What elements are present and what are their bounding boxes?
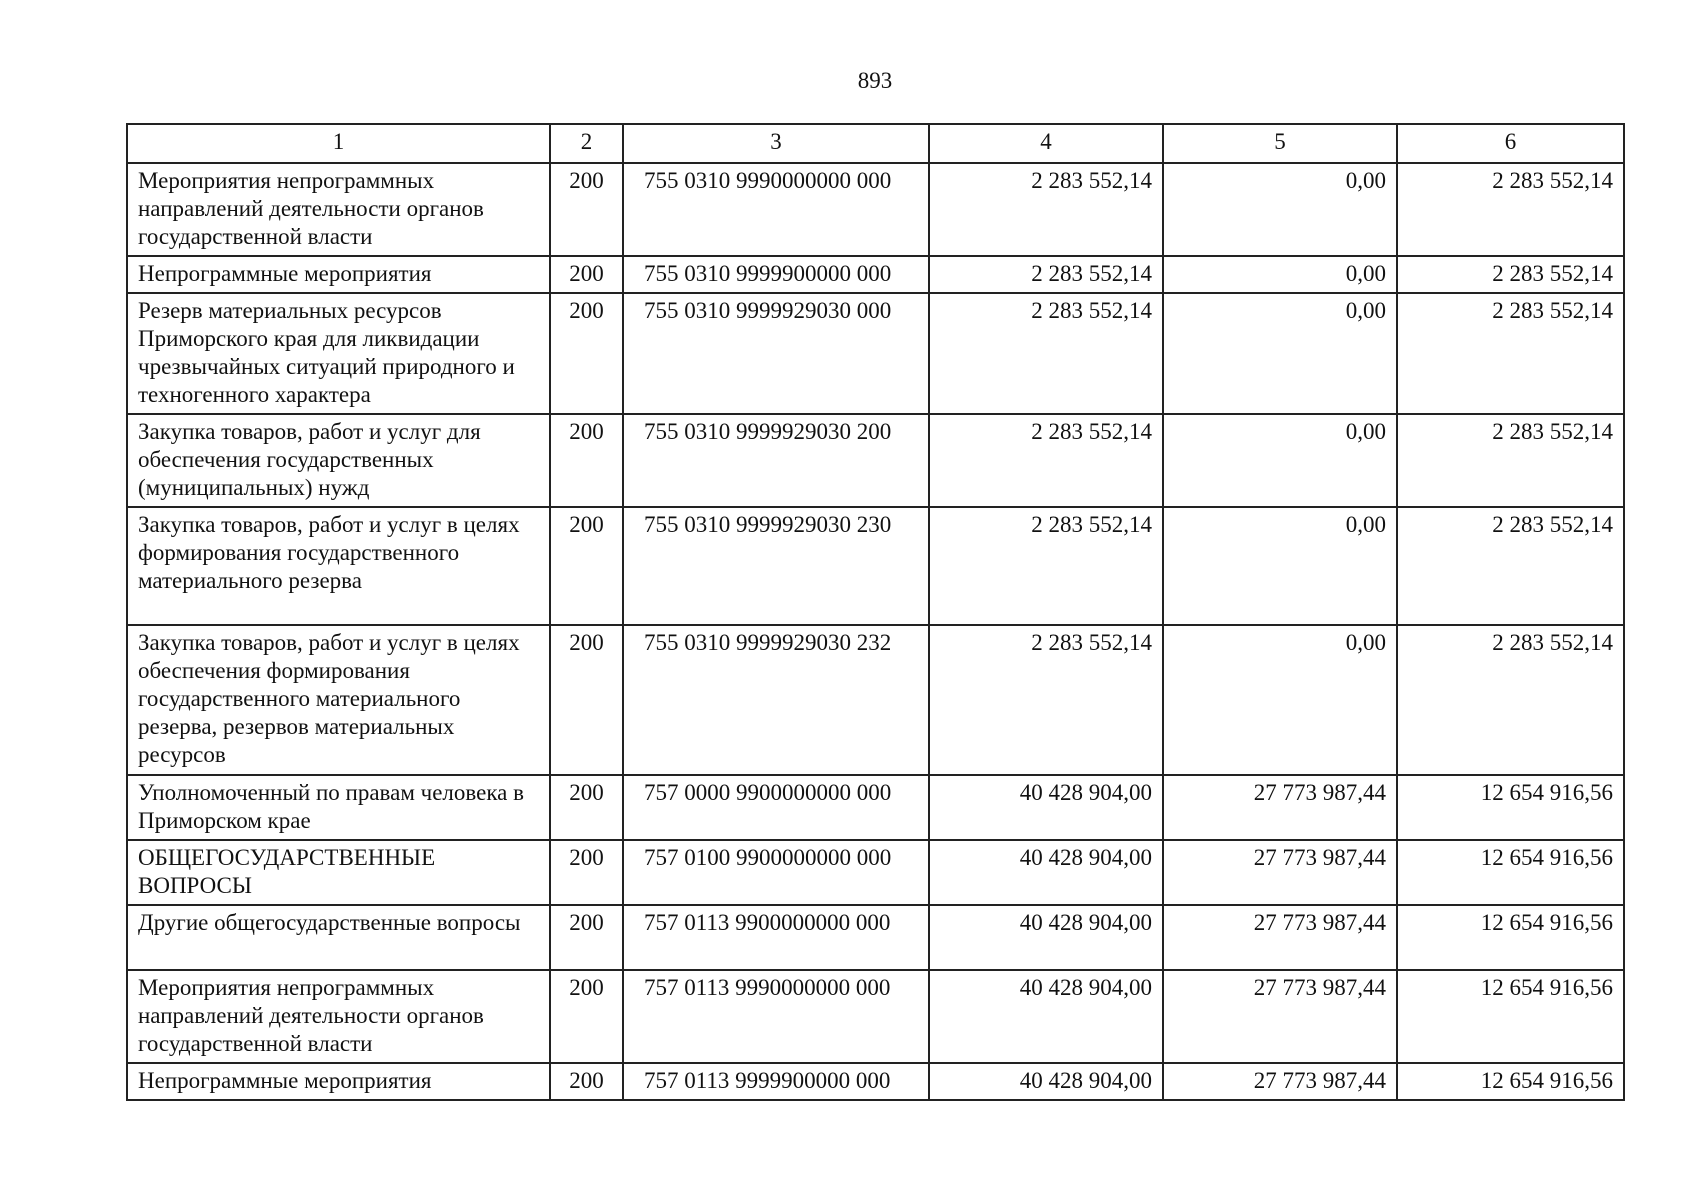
row-code: 757 0100 9900000000 000	[623, 840, 929, 905]
row-col6: 2 283 552,14	[1397, 293, 1624, 414]
row-code: 755 0310 9999900000 000	[623, 256, 929, 293]
row-name: Мероприятия непрограммных направлений деятельности органов государственной власти	[127, 163, 550, 256]
row-col6: 2 283 552,14	[1397, 414, 1624, 507]
column-header-3: 3	[623, 124, 929, 163]
row-col6: 2 283 552,14	[1397, 163, 1624, 256]
row-col6: 2 283 552,14	[1397, 507, 1624, 625]
row-code: 755 0310 9990000000 000	[623, 163, 929, 256]
page-number: 893	[857, 68, 893, 93]
row-col4: 40 428 904,00	[929, 905, 1163, 970]
row-group: 200	[550, 840, 623, 905]
table-row	[127, 163, 1624, 256]
row-col5: 27 773 987,44	[1163, 905, 1397, 970]
row-code: 757 0113 9900000000 000	[623, 905, 929, 970]
row-code: 755 0310 9999929030 000	[623, 293, 929, 414]
row-col5: 0,00	[1163, 256, 1397, 293]
table-row	[127, 905, 1624, 970]
row-col4: 2 283 552,14	[929, 625, 1163, 775]
row-col5: 0,00	[1163, 507, 1397, 625]
column-header-2: 2	[550, 124, 623, 163]
row-name: Закупка товаров, работ и услуг в целях обеспечения формирования государственного материального резерва, резервов материальных ресурсов	[127, 625, 550, 775]
row-col4: 2 283 552,14	[929, 507, 1163, 625]
column-header-5: 5	[1163, 124, 1397, 163]
row-col6: 12 654 916,56	[1397, 840, 1624, 905]
row-name: Закупка товаров, работ и услуг в целях формирования государственного материального резерва	[127, 507, 550, 625]
row-code: 755 0310 9999929030 230	[623, 507, 929, 625]
row-group: 200	[550, 905, 623, 970]
column-header-1: 1	[127, 124, 550, 163]
row-col6: 12 654 916,56	[1397, 970, 1624, 1063]
row-col5: 27 773 987,44	[1163, 970, 1397, 1063]
row-group: 200	[550, 625, 623, 775]
row-code: 755 0310 9999929030 200	[623, 414, 929, 507]
row-col4: 40 428 904,00	[929, 970, 1163, 1063]
table-row	[127, 970, 1624, 1063]
row-name: ОБЩЕГОСУДАРСТВЕННЫЕ ВОПРОСЫ	[127, 840, 550, 905]
row-group: 200	[550, 293, 623, 414]
table-row	[127, 256, 1624, 293]
row-group: 200	[550, 507, 623, 625]
row-name: Другие общегосударственные вопросы	[127, 905, 550, 970]
row-code: 757 0113 9990000000 000	[623, 970, 929, 1063]
row-col5: 0,00	[1163, 163, 1397, 256]
row-col4: 2 283 552,14	[929, 414, 1163, 507]
table-row	[127, 293, 1624, 414]
table-row	[127, 840, 1624, 905]
row-col4: 40 428 904,00	[929, 775, 1163, 840]
budget-table	[126, 123, 1625, 1101]
table-row	[127, 507, 1624, 625]
row-col5: 0,00	[1163, 293, 1397, 414]
row-name: Уполномоченный по правам человека в Приморском крае	[127, 775, 550, 840]
row-col4: 40 428 904,00	[929, 1063, 1163, 1100]
row-col5: 0,00	[1163, 414, 1397, 507]
row-col5: 0,00	[1163, 625, 1397, 775]
row-col4: 2 283 552,14	[929, 163, 1163, 256]
table-row	[127, 1063, 1624, 1100]
row-code: 755 0310 9999929030 232	[623, 625, 929, 775]
row-col6: 2 283 552,14	[1397, 625, 1624, 775]
row-col5: 27 773 987,44	[1163, 775, 1397, 840]
table-row	[127, 414, 1624, 507]
row-group: 200	[550, 163, 623, 256]
row-group: 200	[550, 256, 623, 293]
row-col6: 12 654 916,56	[1397, 905, 1624, 970]
table-row	[127, 625, 1624, 775]
row-group: 200	[550, 414, 623, 507]
row-name: Резерв материальных ресурсов Приморского края для ликвидации чрезвычайных ситуаций природного и техногенного характера	[127, 293, 550, 414]
row-col5: 27 773 987,44	[1163, 1063, 1397, 1100]
row-name: Мероприятия непрограммных направлений деятельности органов государственной власти	[127, 970, 550, 1063]
row-group: 200	[550, 970, 623, 1063]
column-header-4: 4	[929, 124, 1163, 163]
row-group: 200	[550, 775, 623, 840]
row-col4: 2 283 552,14	[929, 256, 1163, 293]
row-group: 200	[550, 1063, 623, 1100]
row-code: 757 0113 9999900000 000	[623, 1063, 929, 1100]
row-col6: 2 283 552,14	[1397, 256, 1624, 293]
row-code: 757 0000 9900000000 000	[623, 775, 929, 840]
row-name: Непрограммные мероприятия	[127, 256, 550, 293]
row-col6: 12 654 916,56	[1397, 1063, 1624, 1100]
row-name: Непрограммные мероприятия	[127, 1063, 550, 1100]
row-col6: 12 654 916,56	[1397, 775, 1624, 840]
row-col4: 2 283 552,14	[929, 293, 1163, 414]
column-header-6: 6	[1397, 124, 1624, 163]
row-name: Закупка товаров, работ и услуг для обеспечения государственных (муниципальных) нужд	[127, 414, 550, 507]
row-col5: 27 773 987,44	[1163, 840, 1397, 905]
table-row	[127, 775, 1624, 840]
row-col4: 40 428 904,00	[929, 840, 1163, 905]
table-header-row	[127, 124, 1624, 163]
